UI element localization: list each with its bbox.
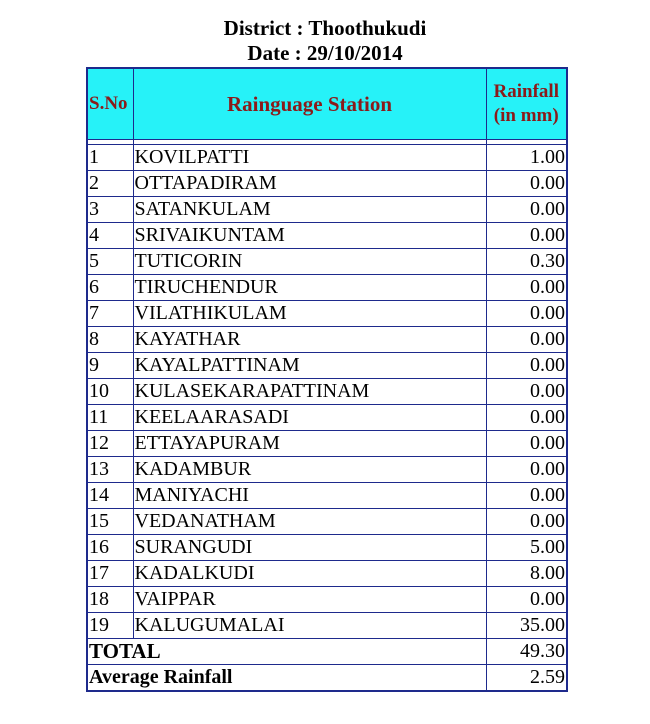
sno-cell: 10 — [87, 379, 133, 405]
station-cell: VAIPPAR — [133, 587, 486, 613]
sno-cell: 12 — [87, 431, 133, 457]
table-row — [87, 171, 567, 197]
table-row — [87, 535, 567, 561]
sno-cell: 8 — [87, 327, 133, 353]
sno-cell: 17 — [87, 561, 133, 587]
sno-cell: 2 — [87, 171, 133, 197]
rainfall-cell: 35.00 — [486, 613, 567, 639]
average-row — [87, 665, 567, 692]
date-title: Date : 29/10/2014 — [247, 41, 403, 65]
district-title: District : Thoothukudi — [223, 16, 427, 40]
rainfall-cell: 0.00 — [486, 327, 567, 353]
rainfall-cell: 0.00 — [486, 457, 567, 483]
sno-cell: 13 — [87, 457, 133, 483]
sno-cell: 6 — [87, 275, 133, 301]
sno-cell: 16 — [87, 535, 133, 561]
rainfall-cell: 0.00 — [486, 197, 567, 223]
table-row — [87, 327, 567, 353]
column-header-sno: S.No — [87, 68, 133, 140]
rainfall-header-line1: Rainfall — [493, 81, 559, 102]
rainfall-cell: 0.00 — [486, 509, 567, 535]
station-cell: KALUGUMALAI — [133, 613, 486, 639]
station-cell: KADALKUDI — [133, 561, 486, 587]
rainfall-cell: 0.00 — [486, 353, 567, 379]
total-label: TOTAL — [87, 639, 486, 665]
sno-cell: 1 — [87, 145, 133, 171]
station-cell: VEDANATHAM — [133, 509, 486, 535]
rainfall-header-line2: (in mm) — [493, 105, 559, 126]
table-row — [87, 223, 567, 249]
rainfall-cell: 0.00 — [486, 301, 567, 327]
rainfall-cell: 0.00 — [486, 483, 567, 509]
station-cell: ETTAYAPURAM — [133, 431, 486, 457]
sno-cell: 5 — [87, 249, 133, 275]
rainfall-cell: 0.00 — [486, 587, 567, 613]
sno-cell: 15 — [87, 509, 133, 535]
station-cell: KADAMBUR — [133, 457, 486, 483]
station-cell: KULASEKARAPATTINAM — [133, 379, 486, 405]
station-cell: SATANKULAM — [133, 197, 486, 223]
rainfall-cell: 0.00 — [486, 379, 567, 405]
rainfall-table — [86, 67, 568, 692]
station-cell: MANIYACHI — [133, 483, 486, 509]
table-row — [87, 483, 567, 509]
total-value: 49.30 — [486, 639, 567, 665]
rainfall-cell: 0.00 — [486, 431, 567, 457]
rainfall-cell: 0.00 — [486, 171, 567, 197]
station-cell: OTTAPADIRAM — [133, 171, 486, 197]
station-cell: KOVILPATTI — [133, 145, 486, 171]
total-row — [87, 639, 567, 665]
average-value: 2.59 — [486, 665, 567, 692]
table-row — [87, 613, 567, 639]
station-cell: TUTICORIN — [133, 249, 486, 275]
table-row — [87, 457, 567, 483]
table-row — [87, 301, 567, 327]
table-header-row — [87, 68, 567, 140]
station-cell: KEELAARASADI — [133, 405, 486, 431]
table-row — [87, 379, 567, 405]
table-row — [87, 405, 567, 431]
rainfall-cell: 0.00 — [486, 275, 567, 301]
table-row — [87, 275, 567, 301]
rainfall-cell: 8.00 — [486, 561, 567, 587]
sno-cell: 19 — [87, 613, 133, 639]
station-cell: TIRUCHENDUR — [133, 275, 486, 301]
sno-cell: 7 — [87, 301, 133, 327]
column-header-station: Rainguage Station — [133, 68, 486, 140]
station-cell: SURANGUDI — [133, 535, 486, 561]
rainfall-cell: 1.00 — [486, 145, 567, 171]
table-row — [87, 431, 567, 457]
table-row — [87, 509, 567, 535]
sno-cell: 11 — [87, 405, 133, 431]
sno-cell: 9 — [87, 353, 133, 379]
station-cell: SRIVAIKUNTAM — [133, 223, 486, 249]
sno-cell: 4 — [87, 223, 133, 249]
rainfall-cell: 0.00 — [486, 405, 567, 431]
station-cell: KAYATHAR — [133, 327, 486, 353]
rainfall-cell: 5.00 — [486, 535, 567, 561]
table-row — [87, 197, 567, 223]
table-row — [87, 561, 567, 587]
station-cell: VILATHIKULAM — [133, 301, 486, 327]
table-row — [87, 587, 567, 613]
table-row — [87, 145, 567, 171]
table-row — [87, 249, 567, 275]
rainfall-cell: 0.30 — [486, 249, 567, 275]
sno-cell: 18 — [87, 587, 133, 613]
sno-cell: 3 — [87, 197, 133, 223]
sno-cell: 14 — [87, 483, 133, 509]
column-header-rainfall — [486, 68, 567, 140]
station-cell: KAYALPATTINAM — [133, 353, 486, 379]
table-row — [87, 353, 567, 379]
rainfall-cell: 0.00 — [486, 223, 567, 249]
average-label: Average Rainfall — [87, 665, 486, 692]
